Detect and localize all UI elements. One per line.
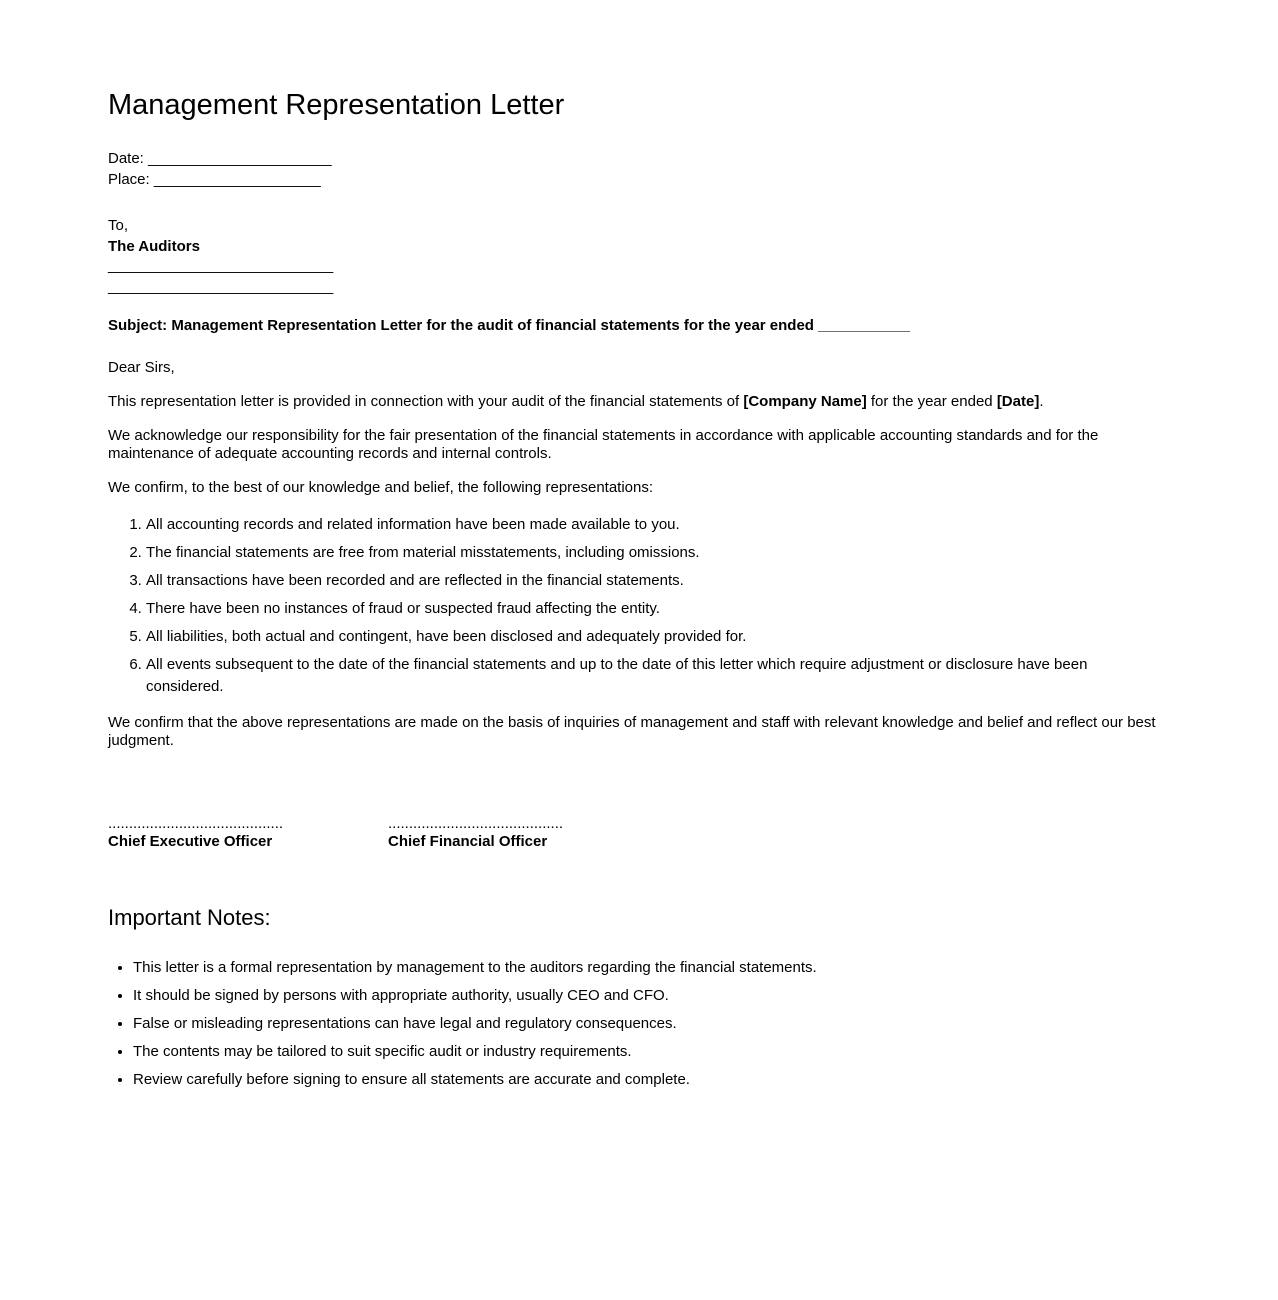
representation-item: 2. The financial statements are free from material misstatements, including omissions. bbox=[146, 542, 1166, 564]
responsibility-paragraph: We acknowledge our responsibility for the fair presentation of the financial statements in accordance with applicable accounting standards and for the maintenance of adequate accounting records and internal controls. bbox=[108, 426, 1099, 462]
representation-item: 4. There have been no instances of fraud or suspected fraud affecting the entity. bbox=[146, 598, 1166, 620]
recipient-name: The Auditors bbox=[108, 237, 200, 255]
subject-line bbox=[108, 317, 1166, 335]
confirm-intro-paragraph: We confirm, to the best of our knowledge and belief, the following representations: bbox=[108, 478, 654, 496]
note-item: • Review carefully before signing to ensure all statements are accurate and complete. bbox=[133, 1069, 1166, 1090]
note-item: • The contents may be tailored to suit specific audit or industry requirements. bbox=[133, 1041, 1166, 1062]
intro-text-post: . bbox=[1039, 392, 1044, 410]
subject-text: Subject: Management Representation Letter for the audit of financial statements for the year ended bbox=[108, 316, 814, 334]
recipient-block bbox=[108, 215, 1166, 257]
note-item: • False or misleading representations can have legal and regulatory consequences. bbox=[133, 1013, 1166, 1034]
intro-paragraph bbox=[108, 393, 1166, 411]
signature-cfo bbox=[388, 815, 668, 851]
signature-title-cfo: Chief Financial Officer bbox=[388, 832, 548, 850]
company-name-placeholder: [Company Name] bbox=[743, 392, 867, 410]
intro-text-mid: for the year ended bbox=[866, 392, 997, 410]
place-label: Place: bbox=[108, 170, 150, 188]
subject-blank: ___________ bbox=[818, 316, 910, 334]
date-blank: ______________________ bbox=[148, 149, 332, 167]
place-line bbox=[108, 169, 1166, 190]
signature-title-ceo: Chief Executive Officer bbox=[108, 832, 273, 850]
recipient-to: To, bbox=[108, 216, 129, 234]
signature-dotted-line: .......................................... bbox=[108, 814, 284, 832]
signature-block bbox=[108, 815, 1166, 851]
intro-text-pre: This representation letter is provided in connection with your audit of the financial statements of bbox=[108, 392, 744, 410]
salutation: Dear Sirs, bbox=[108, 358, 175, 376]
representation-item: 3. All transactions have been recorded and are reflected in the financial statements. bbox=[146, 570, 1166, 592]
place-blank: ____________________ bbox=[153, 170, 321, 188]
representation-item: 6. All events subsequent to the date of the financial statements and up to the date of this letter which require adjustment or disclosure have been considered. bbox=[146, 654, 1166, 698]
date-line bbox=[108, 148, 1166, 169]
address-blank-line: ___________________________ bbox=[108, 256, 334, 274]
address-blank-line: ___________________________ bbox=[108, 277, 334, 295]
representation-item: 5. All liabilities, both actual and contingent, have been disclosed and adequately provided for. bbox=[146, 626, 1166, 648]
signature-dotted-line: .......................................... bbox=[388, 814, 564, 832]
signature-ceo bbox=[108, 815, 388, 851]
date-label: Date: bbox=[108, 149, 144, 167]
closing-paragraph: We confirm that the above representations are made on the basis of inquiries of management and staff with relevant knowledge and belief and reflect our best judgment. bbox=[108, 713, 1156, 749]
notes-heading: Important Notes: bbox=[108, 904, 271, 930]
note-item: • It should be signed by persons with appropriate authority, usually CEO and CFO. bbox=[133, 985, 1166, 1006]
note-item: • This letter is a formal representation by management to the auditors regarding the financial statements. bbox=[133, 957, 1166, 978]
notes-list bbox=[108, 957, 1166, 1090]
representation-item: 1. All accounting records and related information have been made available to you. bbox=[146, 514, 1166, 536]
page-title: Management Representation Letter bbox=[108, 89, 565, 121]
representations-list bbox=[108, 514, 1166, 698]
date-placeholder: [Date] bbox=[996, 392, 1040, 410]
date-place-block bbox=[108, 148, 1166, 190]
recipient-address-blanks bbox=[108, 255, 1166, 297]
